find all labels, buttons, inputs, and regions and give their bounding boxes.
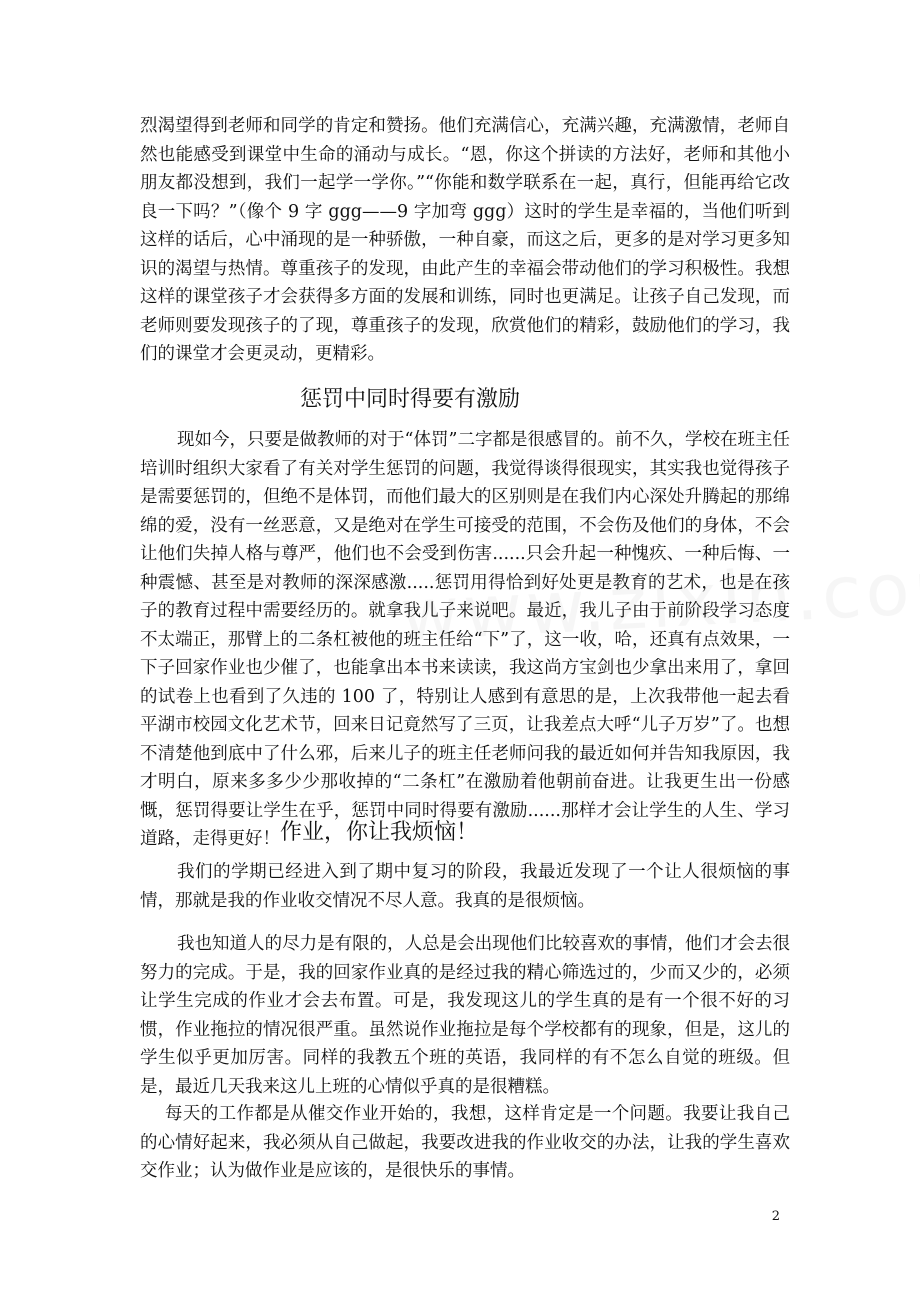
paragraph-homework-2 — [140, 930, 790, 1101]
paragraph-text: 现如今，只要是做教师的对于“体罚”二字都是很感冒的。前不久，学校在班主任培训时组织大家看了有关对学生惩罚的问题，我觉得谈得很现实，其实我也觉得孩子是需要惩罚的，但绝不是体罚，而他们最大的区别则是在我们内心深处升腾起的那绵绵的爱，没有一丝恶意，又是绝对在学生可接受的范围，不会伤及他们的身体，不会让他们失掉人格与尊严，他们也不会受到伤害......只会升起一种愧疚、一种后悔、一种震憾、甚至是对教师的深深感激.....惩罚用得恰到好处更是教育的艺术，也是在孩子的教育过程中需要经历的。就拿我儿子来说吧。最近，我儿子由于前阶段学习态度不太端正，那臂上的二条杠被他的班主任给“下”了，这一收，哈，还真有点效果，一下子回家作业也少催了，也能拿出本书来读读，我这尚方宝剑也少拿出来用了，拿回的试卷上也看到了久违的 100 了，特别让人感到有意思的是，上次我带他一起去看平湖市校园文化艺术节，回来日记竟然写了三页，让我差点大呼“儿子万岁”了。也想不清楚他到底中了什么邪，后来儿子的班主任老师问我的最近如何并告知我原因，我才明白，原来多多少少那收掉的“二条杠”在激励着他朝前奋进。让我更生出一份感慨，惩罚得要让学生在乎，惩罚中同时得要有激励......那样才会让学生的人生、学习道路，走得更好！ — [140, 430, 790, 849]
section-heading-punishment: 惩罚中同时得要有激励 — [300, 387, 521, 412]
paragraph-punishment — [140, 426, 790, 854]
paragraph-intro-continuation — [140, 112, 790, 369]
paragraph-text: 每天的工作都是从催交作业开始的，我想，这样肯定是一个问题。我要让我自己的心情好起来，我必须从自己做起，我要改进我的作业收交的办法，让我的学生喜欢交作业；认为做作业是应该的，是很快乐的事情。 — [140, 1104, 790, 1181]
paragraph-text: 我也知道人的尽力是有限的，人总是会出现他们比较喜欢的事情，他们才会去很努力的完成。于是，我的回家作业真的是经过我的精心筛选过的，少而又少的，必须让学生完成的作业才会去布置。可是，我发现这儿的学生真的是有一个很不好的习惯，作业拖拉的情况很严重。虽然说作业拖拉是每个学校都有的现象，但是，这儿的学生似乎更加厉害。同样的我教五个班的英语，我同样的有不怎么自觉的班级。但是，最近几天我来这儿上班的心情似乎真的是很糟糕。 — [140, 934, 790, 1097]
page-number: 2 — [771, 1209, 780, 1224]
paragraph-text: 烈渴望得到老师和同学的肯定和赞扬。他们充满信心，充满兴趣，充满激情，老师自然也能感受到课堂中生命的涌动与成长。“恩，你这个拼读的方法好，老师和其他小朋友都没想到，我们一起学一学你。”“你能和数学联系在一起，真行，但能再给它改良一下吗？”（像个 9 字 ggg——9 字加弯 ggg）这时的学生是幸福的，当他们听到这样的话后，心中涌现的是一种骄傲，一种自豪，而这之后，更多的是对学习更多知识的渴望与热情。尊重孩子的发现，由此产生的幸福会带动他们的学习积极性。我想这样的课堂孩子才会获得多方面的发展和训练，同时也更满足。让孩子自己发现，而老师则要发现孩子的了现，尊重孩子的发现，欣赏他们的精彩，鼓励他们的学习，我们的课堂才会更灵动，更精彩。 — [140, 116, 790, 364]
section-heading-homework: 作业，你让我烦恼！ — [280, 820, 479, 845]
paragraph-text: 我们的学期已经进入到了期中复习的阶段，我最近发现了一个让人很烦恼的事情，那就是我的作业收交情况不尽人意。我真的是很烦恼。 — [140, 862, 790, 911]
paragraph-homework-3 — [140, 1100, 790, 1186]
paragraph-homework-1 — [140, 858, 790, 915]
